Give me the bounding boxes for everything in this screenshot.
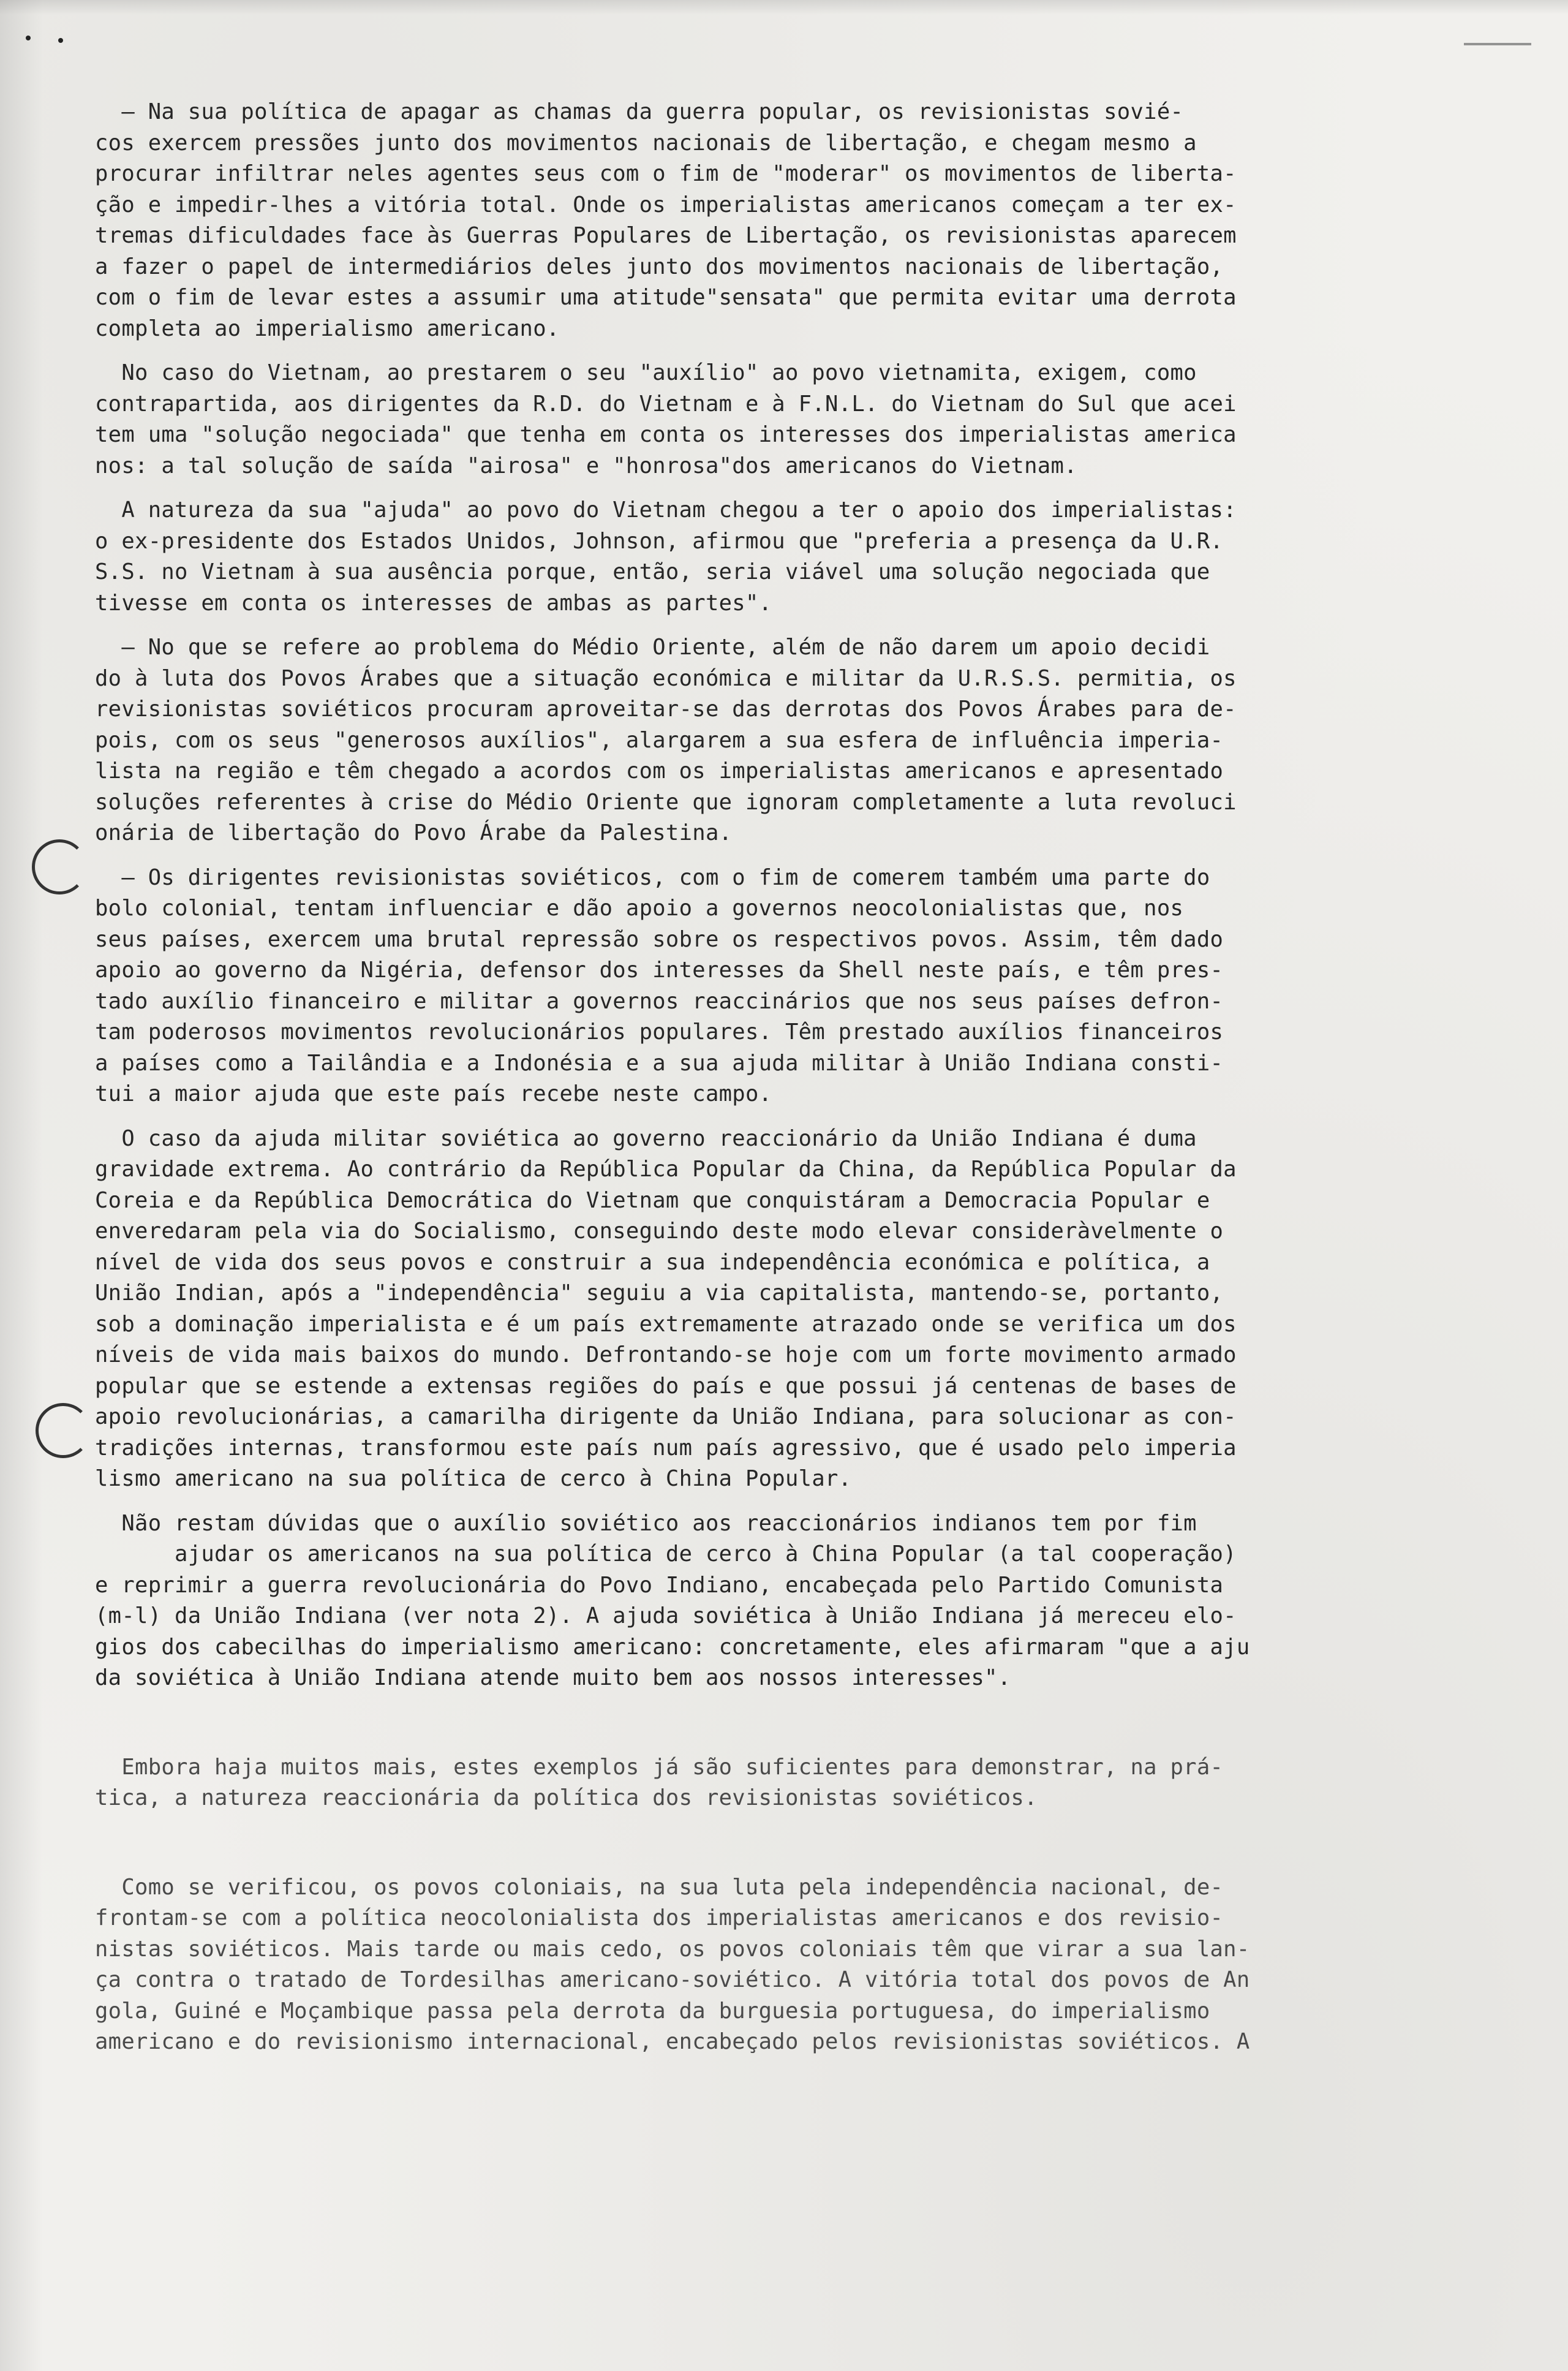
scan-edge-shadow — [0, 0, 43, 2371]
paragraph-8 — [95, 1752, 1528, 1814]
paragraph-3 — [95, 495, 1528, 619]
text-line: União Indian, após a "independência" seguiu a via capitalista, mantendo-se, portanto, — [95, 1280, 1224, 1306]
text-line: nistas soviéticos. Mais tarde ou mais cedo, os povos coloniais têm que virar a sua lan- — [95, 1936, 1250, 1962]
text-line: nos: a tal solução de saída "airosa" e "honrosa"dos americanos do Vietnam. — [95, 453, 1077, 478]
text-line: a fazer o papel de intermediários deles junto dos movimentos nacionais de libertação, — [95, 254, 1224, 279]
document-body — [95, 97, 1528, 2058]
text-line: onária de libertação do Povo Árabe da Palestina. — [95, 820, 733, 845]
text-line: níveis de vida mais baixos do mundo. Defrontando-se hoje com um forte movimento armado — [95, 1342, 1237, 1367]
text-line: ça contra o tratado de Tordesilhas americano-soviético. A vitória total dos povos de An — [95, 1967, 1250, 1992]
binder-hole-mark — [32, 839, 87, 894]
text-line: ção e impedir-lhes a vitória total. Onde os imperialistas americanos começam a ter ex- — [95, 192, 1237, 217]
text-line: gravidade extrema. Ao contrário da República Popular da China, da República Popular da — [95, 1157, 1237, 1182]
text-line: revisionistas soviéticos procuram aproveitar-se das derrotas dos Povos Árabes para de- — [95, 697, 1237, 722]
paragraph-9 — [95, 1872, 1528, 2058]
corner-mark — [1464, 43, 1531, 45]
text-line: apoio ao governo da Nigéria, defensor dos interesses da Shell neste país, e têm pres- — [95, 958, 1224, 983]
text-line: O caso da ajuda militar soviética ao governo reaccionário da União Indiana é duma — [95, 1125, 1197, 1151]
text-line: Coreia e da República Democrática do Vietnam que conquistáram a Democracia Popular e — [95, 1187, 1210, 1213]
paragraph-4 — [95, 632, 1528, 849]
text-line: popular que se estende a extensas regiões do país e que possui já centenas de bases de — [95, 1373, 1237, 1399]
text-line: tui a maior ajuda que este país recebe neste campo. — [95, 1081, 772, 1106]
text-line: A natureza da sua "ajuda" ao povo do Vietnam chegou a ter o apoio dos imperialistas: — [95, 497, 1237, 523]
paragraph-7 — [95, 1508, 1528, 1694]
text-line: seus países, exercem uma brutal repressão sobre os respectivos povos. Assim, têm dado — [95, 926, 1224, 952]
text-line: a países como a Tailândia e a Indonésia e a sua ajuda militar à União Indiana consti- — [95, 1050, 1224, 1076]
text-line: (m-l) da União Indiana (ver nota 2). A ajuda soviética à União Indiana já mereceu elo- — [95, 1603, 1237, 1628]
text-line: Como se verificou, os povos coloniais, na sua luta pela independência nacional, de- — [95, 1874, 1224, 1900]
text-line: No caso do Vietnam, ao prestarem o seu "auxílio" ao povo vietnamita, exigem, como — [95, 360, 1197, 385]
text-line: contrapartida, aos dirigentes da R.D. do Vietnam e à F.N.L. do Vietnam do Sul que acei — [95, 391, 1237, 417]
text-line: gios dos cabecilhas do imperialismo americano: concretamente, eles afirmaram "que a aju — [95, 1634, 1250, 1660]
text-line: tam poderosos movimentos revolucionários populares. Têm prestado auxílios financeiros — [95, 1019, 1224, 1045]
text-line: apoio revolucionárias, a camarilha dirigente da União Indiana, para solucionar as con- — [95, 1404, 1237, 1429]
text-line: — Os dirigentes revisionistas soviéticos, com o fim de comerem também uma parte do — [95, 864, 1210, 890]
text-line: tado auxílio financeiro e militar a governos reaccinários que nos seus países defron- — [95, 988, 1224, 1014]
text-line: — No que se refere ao problema do Médio Oriente, além de não darem um apoio decidi — [95, 635, 1210, 660]
text-line: o ex-presidente dos Estados Unidos, Johnson, afirmou que "preferia a presença da U.R. — [95, 528, 1224, 554]
text-line: frontam-se com a política neocolonialista dos imperialistas americanos e dos revisio- — [95, 1905, 1224, 1930]
text-line: com o fim de levar estes a assumir uma atitude"sensata" que permita evitar uma derrota — [95, 285, 1237, 310]
text-line: nível de vida dos seus povos e construir a sua independência económica e política, a — [95, 1249, 1210, 1275]
text-line: tem uma "solução negociada" que tenha em conta os interesses dos imperialistas america — [95, 422, 1237, 447]
text-line: sob a dominação imperialista e é um país extremamente atrazado onde se verifica um dos — [95, 1311, 1237, 1337]
binder-hole-mark — [36, 1403, 91, 1458]
text-line: — Na sua política de apagar as chamas da guerra popular, os revisionistas sovié- — [95, 99, 1184, 124]
paragraph-6 — [95, 1124, 1528, 1495]
text-line: tivesse em conta os interesses de ambas as partes". — [95, 590, 772, 616]
text-line: cos exercem pressões junto dos movimentos nacionais de libertação, e chegam mesmo a — [95, 130, 1197, 156]
text-line: gola, Guiné e Moçambique passa pela derrota da burguesia portuguesa, do imperialismo — [95, 1998, 1210, 2024]
text-line: da soviética à União Indiana atende muito bem aos nossos interesses". — [95, 1665, 1011, 1690]
text-line: soluções referentes à crise do Médio Oriente que ignoram completamente a luta revoluci — [95, 789, 1237, 815]
text-line: procurar infiltrar neles agentes seus com o fim de "moderar" os movimentos de liberta- — [95, 161, 1237, 186]
text-line: tremas dificuldades face às Guerras Populares de Libertação, os revisionistas aparecem — [95, 223, 1237, 248]
text-line: completa ao imperialismo americano. — [95, 316, 560, 341]
text-line: do à luta dos Povos Árabes que a situação económica e militar da U.R.S.S. permitia, os — [95, 665, 1237, 691]
text-line: Embora haja muitos mais, estes exemplos já são suficientes para demonstrar, na prá- — [95, 1754, 1224, 1780]
text-line: lismo americano na sua política de cerco à China Popular. — [95, 1466, 852, 1491]
scan-speck — [26, 36, 31, 40]
text-line: tica, a natureza reaccionária da política dos revisionistas soviéticos. — [95, 1785, 1038, 1810]
paragraph-2 — [95, 358, 1528, 482]
text-line: bolo colonial, tentam influenciar e dão apoio a governos neocolonialistas que, nos — [95, 896, 1184, 921]
paragraph-5 — [95, 863, 1528, 1110]
text-line: e reprimir a guerra revolucionária do Povo Indiano, encabeçada pelo Partido Comunista — [95, 1572, 1224, 1598]
text-line: Não restam dúvidas que o auxílio soviético aos reaccionários indianos tem por fim — [95, 1510, 1197, 1536]
text-line: americano e do revisionismo internacional, encabeçado pelos revisionistas soviéticos. A — [95, 2029, 1250, 2054]
text-line: lista na região e têm chegado a acordos com os imperialistas americanos e apresentado — [95, 758, 1224, 784]
text-line: pois, com os seus "generosos auxílios", alargarem a sua esfera de influência imperia- — [95, 727, 1224, 753]
scan-top-shadow — [0, 0, 1568, 15]
scan-speck — [58, 38, 63, 43]
text-line: ajudar os americanos na sua política de cerco à China Popular (a tal cooperação) — [95, 1541, 1237, 1567]
text-line: tradições internas, transformou este país num país agressivo, que é usado pelo imperia — [95, 1435, 1237, 1461]
text-line: enveredaram pela via do Socialismo, conseguindo deste modo elevar consideràvelmente o — [95, 1219, 1224, 1244]
text-line: S.S. no Vietnam à sua ausência porque, então, seria viável uma solução negociada que — [95, 559, 1210, 584]
paragraph-1 — [95, 97, 1528, 344]
